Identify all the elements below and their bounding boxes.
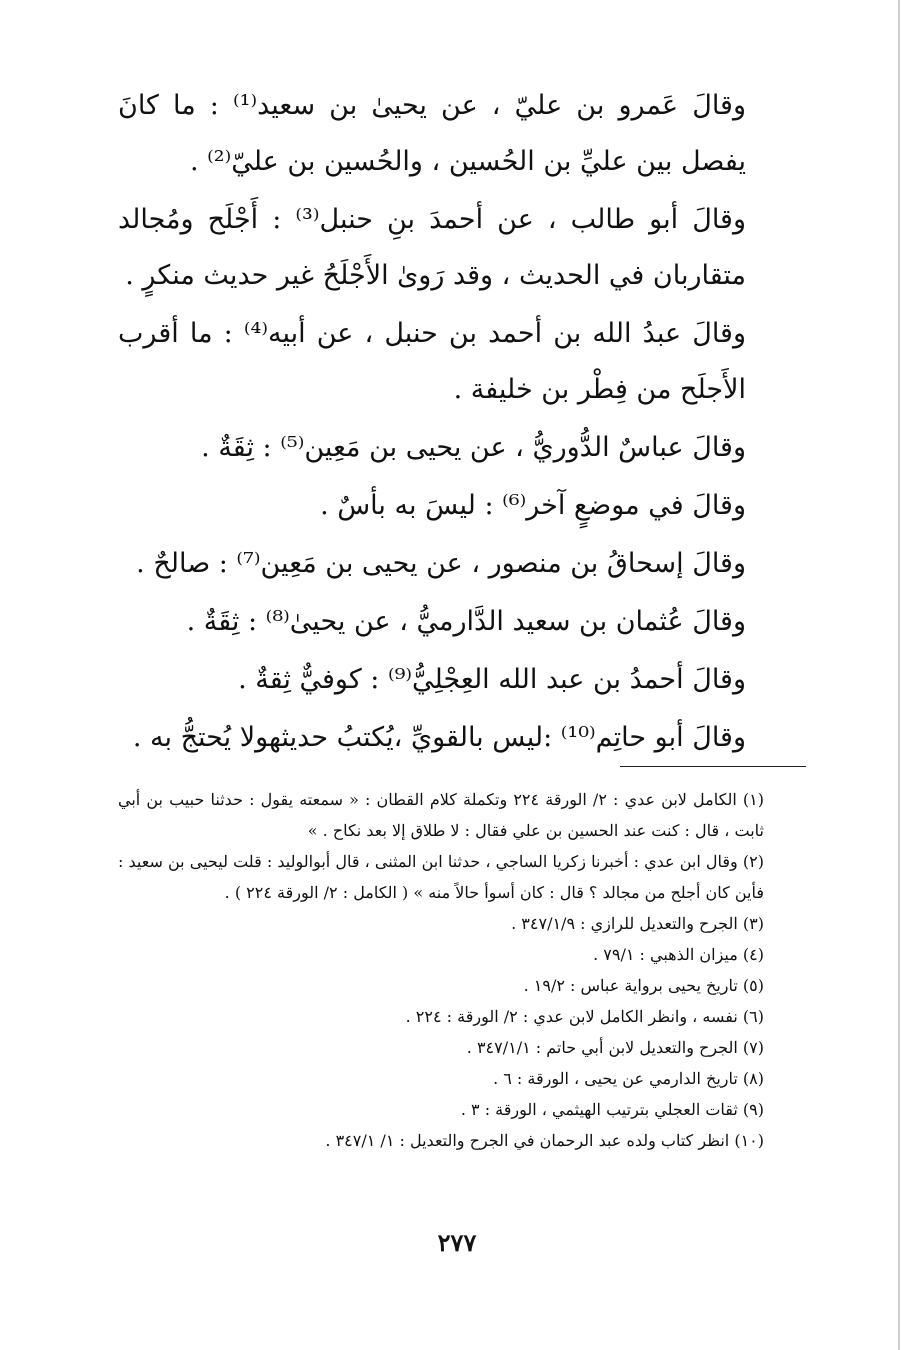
page-edge-line [898,0,900,1350]
paragraph-abu-talib: وقالَ أبو طالب ، عن أحمدَ بنِ حنبل⁽³⁾ : أَجْلَح ومُجالد متقاربان في الحديث ، وقد رَوىٰ الأَجْلَحُ غير حديث منكرٍ . [118,204,746,291]
footnote-4: (٤) ميزان الذهبي : ٧٩/١ . [593,945,764,964]
footnote-2: (٢) وقال ابن عدي : أخبرنا زكريا الساجي ، حدثنا ابن المثنى ، قال أبوالوليد : قلت ليحيى بن سعيد : فأين كان أجلح من مجالد ؟ قال : كان أسوأ حالاً منه » ( الكامل : ٢/ الورقة ٢٢٤ ) . [118,852,764,902]
paragraph-another-place: وقالَ في موضعٍ آخر⁽⁶⁾ : ليسَ به بأسٌ . [320,490,746,521]
footnote-1: (١) الكامل لابن عدي : ٢/ الورقة ٢٢٤ وتكملة كلام القطان : « سمعته يقول : حدثنا حبيب بن أبي ثابت ، قال : كنت عند الحسين بن علي فقال : لا طلاق إلا بعد نكاح . » [118,790,764,840]
footnote-7: (٧) الجرح والتعديل لابن أبي حاتم : ٣٤٧/١/١ . [466,1038,764,1057]
paragraph-uthman-aldarimi: وقالَ عُثمان بن سعيد الدَّارميُّ ، عن يحيىٰ⁽⁸⁾ : ثِقَةٌ . [186,606,746,637]
paragraph-abu-hatim: وقالَ أبو حاتِم⁽¹⁰⁾ :ليس بالقويِّ ،يُكتبُ حديثهولا يُحتجُّ به . [132,722,746,753]
footnotes [118,784,812,1156]
footnote-10: (١٠) انظر كتاب ولده عبد الرحمان في الجرح والتعديل : ١/ ٣٤٧/١ . [325,1131,764,1150]
main-text [118,78,814,768]
footnote-3: (٣) الجرح والتعديل للرازي : ٣٤٧/١/٩ . [511,914,764,933]
footnote-9: (٩) ثقات العجلي بترتيب الهيثمي ، الورقة : ٣ . [460,1100,764,1119]
paragraph-abbas-aldouri: وقالَ عباسٌ الدُّوريُّ ، عن يحيى بن مَعِين⁽⁵⁾ : ثِقَةٌ . [201,432,746,463]
paragraph-ahmad-aliji: وقالَ أحمدُ بن عبد الله العِجْلِيُّ⁽⁹⁾ : كوفيٌّ ثِقةٌ . [238,664,746,695]
paragraph-abdullah-bin-ahmad: وقالَ عبدُ الله بن أحمد بن حنبل ، عن أبيه⁽⁴⁾ : ما أقرب الأَجلَح من فِطْر بن خليفة . [118,318,747,405]
footnote-6: (٦) نفسه ، وانظر الكامل لابن عدي : ٢/ الورقة : ٢٢٤ . [405,1007,764,1026]
page-number: ٢٧٧ [437,1228,477,1257]
footnote-8: (٨) تاريخ الدارمي عن يحيى ، الورقة : ٦ . [493,1069,764,1088]
paragraph-ishaq-bin-mansur: وقالَ إسحاقُ بن منصور ، عن يحيى بن مَعِين⁽⁷⁾ : صالحٌ . [136,548,746,579]
footnote-separator [620,766,806,767]
paragraph-amr-bin-ali: وقالَ عَمرو بن عليّ ، عن يحيىٰ بن سعيد⁽¹⁾ : ما كانَ يفصل بين عليِّ بن الحُسين ، والحُسين بن عليّ⁽²⁾ . [118,90,746,177]
footnote-5: (٥) تاريخ يحيى برواية عباس : ١٩/٢ . [523,976,764,995]
